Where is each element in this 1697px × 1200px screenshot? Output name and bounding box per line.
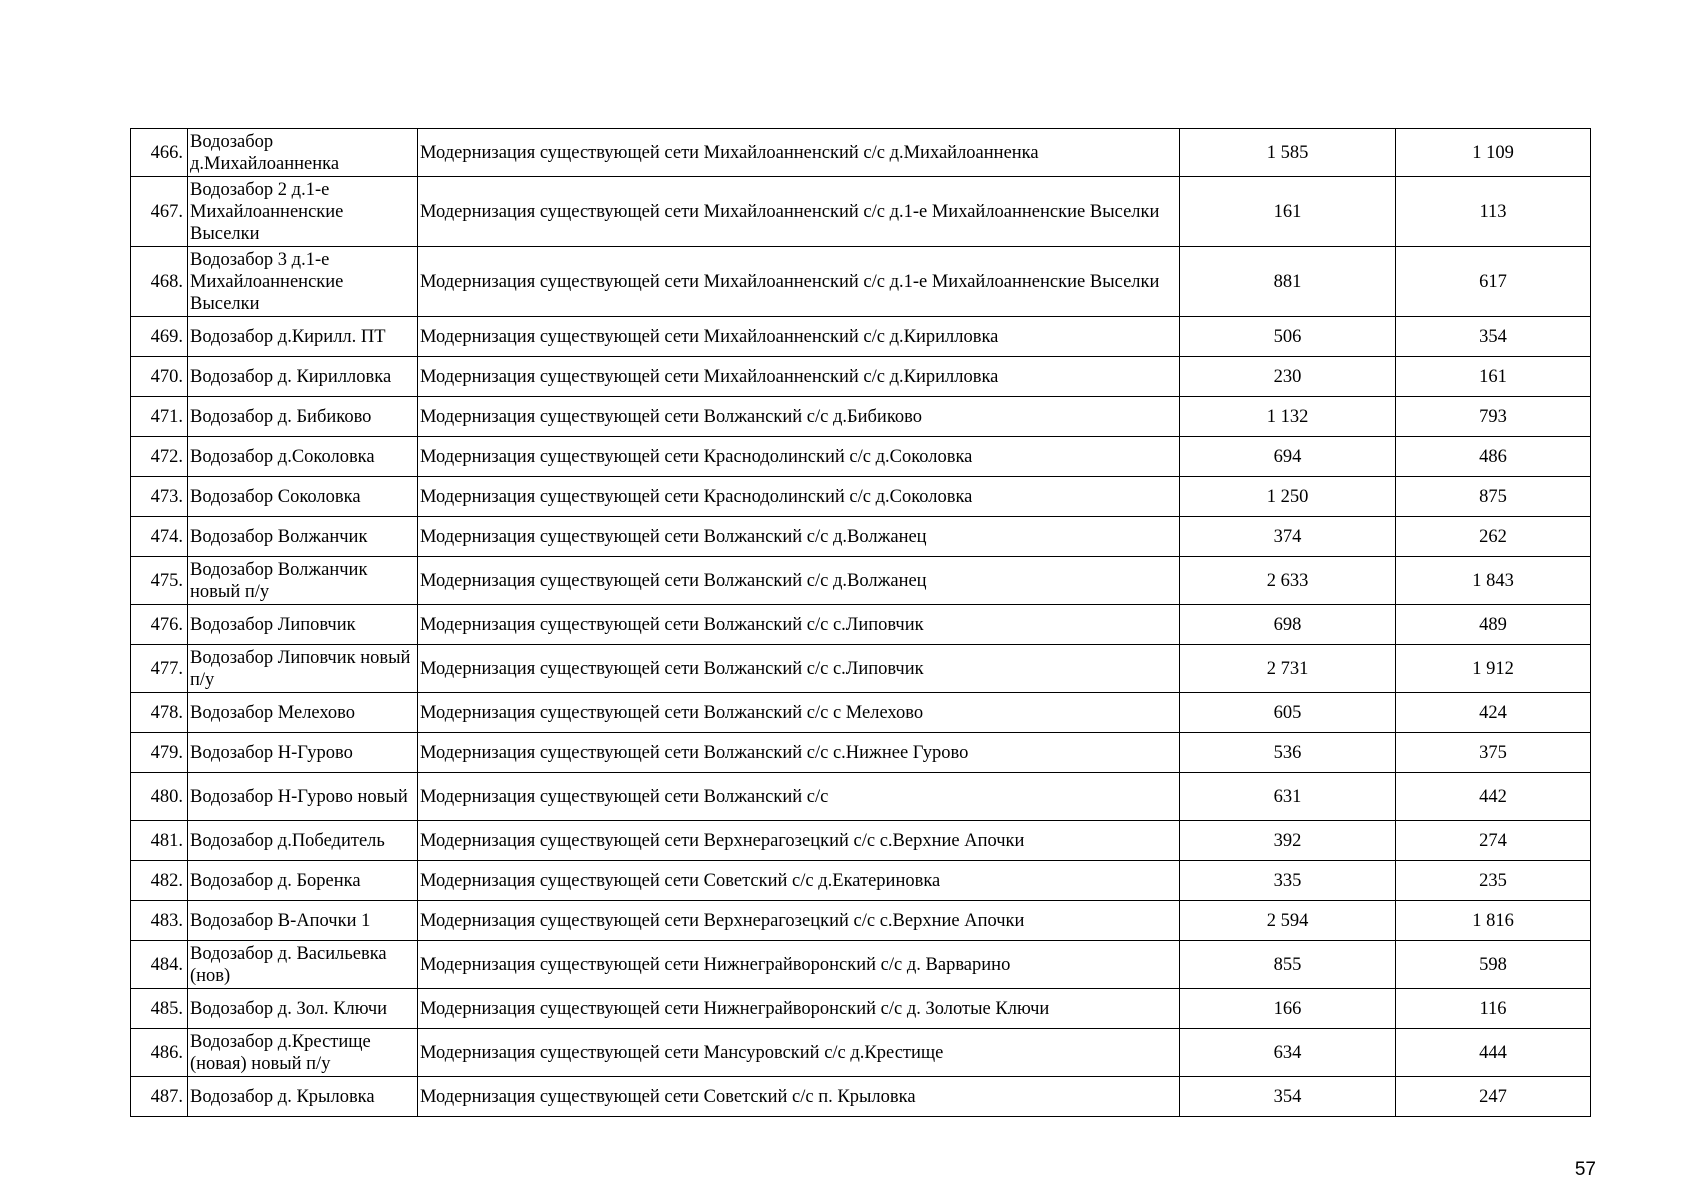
work-description-cell: Модернизация существующей сети Краснодолинский с/с д.Соколовка bbox=[418, 437, 1180, 477]
value-1-cell: 354 bbox=[1180, 1077, 1396, 1117]
value-2-cell: 598 bbox=[1396, 941, 1591, 989]
table-row bbox=[131, 693, 1591, 733]
work-description-cell: Модернизация существующей сети Михайлоанненский с/с д.Кирилловка bbox=[418, 357, 1180, 397]
work-description-cell: Модернизация существующей сети Советский с/с д.Екатериновка bbox=[418, 861, 1180, 901]
table-row bbox=[131, 861, 1591, 901]
table-row bbox=[131, 605, 1591, 645]
value-2-cell: 262 bbox=[1396, 517, 1591, 557]
value-1-cell: 634 bbox=[1180, 1029, 1396, 1077]
work-description-cell: Модернизация существующей сети Волжанский с/с с.Липовчик bbox=[418, 645, 1180, 693]
row-number-cell: 480. bbox=[131, 773, 188, 821]
object-name-cell: Водозабор Липовчик новый п/у bbox=[188, 645, 418, 693]
object-name-cell: Водозабор д. Кирилловка bbox=[188, 357, 418, 397]
object-name-cell: Водозабор д.Михайлоанненка bbox=[188, 129, 418, 177]
value-2-cell: 116 bbox=[1396, 989, 1591, 1029]
work-description-cell: Модернизация существующей сети Нижнеграйворонский с/с д. Варварино bbox=[418, 941, 1180, 989]
table-row bbox=[131, 357, 1591, 397]
table-row bbox=[131, 129, 1591, 177]
value-2-cell: 1 109 bbox=[1396, 129, 1591, 177]
row-number-cell: 468. bbox=[131, 247, 188, 317]
work-description-cell: Модернизация существующей сети Волжанский с/с с Мелехово bbox=[418, 693, 1180, 733]
object-name-cell: Водозабор Липовчик bbox=[188, 605, 418, 645]
value-1-cell: 536 bbox=[1180, 733, 1396, 773]
row-number-cell: 471. bbox=[131, 397, 188, 437]
row-number-cell: 474. bbox=[131, 517, 188, 557]
work-description-cell: Модернизация существующей сети Волжанский с/с д.Волжанец bbox=[418, 517, 1180, 557]
table-body bbox=[131, 129, 1591, 1117]
row-number-cell: 478. bbox=[131, 693, 188, 733]
work-description-cell: Модернизация существующей сети Волжанский с/с д.Бибиково bbox=[418, 397, 1180, 437]
work-description-cell: Модернизация существующей сети Михайлоанненский с/с д.Кирилловка bbox=[418, 317, 1180, 357]
object-name-cell: Водозабор д. Боренка bbox=[188, 861, 418, 901]
value-2-cell: 875 bbox=[1396, 477, 1591, 517]
value-1-cell: 1 585 bbox=[1180, 129, 1396, 177]
value-1-cell: 881 bbox=[1180, 247, 1396, 317]
table-row bbox=[131, 177, 1591, 247]
value-1-cell: 166 bbox=[1180, 989, 1396, 1029]
work-description-cell: Модернизация существующей сети Волжанский с/с д.Волжанец bbox=[418, 557, 1180, 605]
value-1-cell: 374 bbox=[1180, 517, 1396, 557]
table-row bbox=[131, 557, 1591, 605]
row-number-cell: 470. bbox=[131, 357, 188, 397]
value-2-cell: 1 912 bbox=[1396, 645, 1591, 693]
row-number-cell: 481. bbox=[131, 821, 188, 861]
object-name-cell: Водозабор Волжанчик новый п/у bbox=[188, 557, 418, 605]
row-number-cell: 479. bbox=[131, 733, 188, 773]
object-name-cell: Водозабор д.Победитель bbox=[188, 821, 418, 861]
work-description-cell: Модернизация существующей сети Нижнеграйворонский с/с д. Золотые Ключи bbox=[418, 989, 1180, 1029]
row-number-cell: 477. bbox=[131, 645, 188, 693]
value-1-cell: 2 633 bbox=[1180, 557, 1396, 605]
value-2-cell: 235 bbox=[1396, 861, 1591, 901]
value-2-cell: 161 bbox=[1396, 357, 1591, 397]
object-name-cell: Водозабор Волжанчик bbox=[188, 517, 418, 557]
row-number-cell: 466. bbox=[131, 129, 188, 177]
data-table bbox=[130, 128, 1591, 1117]
value-1-cell: 631 bbox=[1180, 773, 1396, 821]
table-row bbox=[131, 821, 1591, 861]
value-2-cell: 354 bbox=[1396, 317, 1591, 357]
object-name-cell: Водозабор д.Кирилл. ПТ bbox=[188, 317, 418, 357]
object-name-cell: Водозабор 2 д.1-е Михайлоанненские Выселки bbox=[188, 177, 418, 247]
value-2-cell: 486 bbox=[1396, 437, 1591, 477]
page-number: 57 bbox=[1574, 1159, 1596, 1180]
table-row bbox=[131, 1077, 1591, 1117]
row-number-cell: 483. bbox=[131, 901, 188, 941]
work-description-cell: Модернизация существующей сети Верхнерагозецкий с/с с.Верхние Апочки bbox=[418, 901, 1180, 941]
value-1-cell: 694 bbox=[1180, 437, 1396, 477]
table-row bbox=[131, 901, 1591, 941]
value-2-cell: 424 bbox=[1396, 693, 1591, 733]
value-2-cell: 1 816 bbox=[1396, 901, 1591, 941]
table-row bbox=[131, 773, 1591, 821]
value-1-cell: 161 bbox=[1180, 177, 1396, 247]
object-name-cell: Водозабор д.Соколовка bbox=[188, 437, 418, 477]
object-name-cell: Водозабор 3 д.1-е Михайлоанненские Выселки bbox=[188, 247, 418, 317]
work-description-cell: Модернизация существующей сети Михайлоанненский с/с д.Михайлоанненка bbox=[418, 129, 1180, 177]
object-name-cell: Водозабор Н-Гурово bbox=[188, 733, 418, 773]
table-row bbox=[131, 317, 1591, 357]
value-1-cell: 2 731 bbox=[1180, 645, 1396, 693]
row-number-cell: 475. bbox=[131, 557, 188, 605]
value-2-cell: 1 843 bbox=[1396, 557, 1591, 605]
value-2-cell: 375 bbox=[1396, 733, 1591, 773]
work-description-cell: Модернизация существующей сети Мансуровский с/с д.Крестище bbox=[418, 1029, 1180, 1077]
object-name-cell: Водозабор д.Крестище (новая) новый п/у bbox=[188, 1029, 418, 1077]
work-description-cell: Модернизация существующей сети Верхнерагозецкий с/с с.Верхние Апочки bbox=[418, 821, 1180, 861]
value-1-cell: 506 bbox=[1180, 317, 1396, 357]
work-description-cell: Модернизация существующей сети Краснодолинский с/с д.Соколовка bbox=[418, 477, 1180, 517]
work-description-cell: Модернизация существующей сети Михайлоанненский с/с д.1-е Михайлоанненские Выселки bbox=[418, 247, 1180, 317]
value-2-cell: 617 bbox=[1396, 247, 1591, 317]
row-number-cell: 484. bbox=[131, 941, 188, 989]
work-description-cell: Модернизация существующей сети Волжанский с/с с.Нижнее Гурово bbox=[418, 733, 1180, 773]
object-name-cell: Водозабор д. Бибиково bbox=[188, 397, 418, 437]
value-1-cell: 1 132 bbox=[1180, 397, 1396, 437]
value-2-cell: 247 bbox=[1396, 1077, 1591, 1117]
value-1-cell: 855 bbox=[1180, 941, 1396, 989]
object-name-cell: Водозабор Мелехово bbox=[188, 693, 418, 733]
object-name-cell: Водозабор Н-Гурово новый bbox=[188, 773, 418, 821]
object-name-cell: Водозабор д. Васильевка (нов) bbox=[188, 941, 418, 989]
value-2-cell: 489 bbox=[1396, 605, 1591, 645]
row-number-cell: 467. bbox=[131, 177, 188, 247]
row-number-cell: 486. bbox=[131, 1029, 188, 1077]
row-number-cell: 485. bbox=[131, 989, 188, 1029]
table-row bbox=[131, 477, 1591, 517]
value-1-cell: 1 250 bbox=[1180, 477, 1396, 517]
object-name-cell: Водозабор д. Крыловка bbox=[188, 1077, 418, 1117]
table-row bbox=[131, 437, 1591, 477]
table-row bbox=[131, 989, 1591, 1029]
row-number-cell: 472. bbox=[131, 437, 188, 477]
table-row bbox=[131, 517, 1591, 557]
value-2-cell: 442 bbox=[1396, 773, 1591, 821]
value-2-cell: 444 bbox=[1396, 1029, 1591, 1077]
value-2-cell: 274 bbox=[1396, 821, 1591, 861]
table-row bbox=[131, 247, 1591, 317]
object-name-cell: Водозабор д. Зол. Ключи bbox=[188, 989, 418, 1029]
work-description-cell: Модернизация существующей сети Михайлоанненский с/с д.1-е Михайлоанненские Выселки bbox=[418, 177, 1180, 247]
value-1-cell: 2 594 bbox=[1180, 901, 1396, 941]
table-row bbox=[131, 645, 1591, 693]
table-row bbox=[131, 397, 1591, 437]
work-description-cell: Модернизация существующей сети Волжанский с/с bbox=[418, 773, 1180, 821]
value-1-cell: 605 bbox=[1180, 693, 1396, 733]
work-description-cell: Модернизация существующей сети Советский с/с п. Крыловка bbox=[418, 1077, 1180, 1117]
value-1-cell: 230 bbox=[1180, 357, 1396, 397]
row-number-cell: 473. bbox=[131, 477, 188, 517]
row-number-cell: 469. bbox=[131, 317, 188, 357]
value-1-cell: 392 bbox=[1180, 821, 1396, 861]
object-name-cell: Водозабор Соколовка bbox=[188, 477, 418, 517]
row-number-cell: 487. bbox=[131, 1077, 188, 1117]
value-2-cell: 793 bbox=[1396, 397, 1591, 437]
table-row bbox=[131, 941, 1591, 989]
value-1-cell: 698 bbox=[1180, 605, 1396, 645]
table-row bbox=[131, 1029, 1591, 1077]
value-2-cell: 113 bbox=[1396, 177, 1591, 247]
row-number-cell: 482. bbox=[131, 861, 188, 901]
object-name-cell: Водозабор В-Апочки 1 bbox=[188, 901, 418, 941]
row-number-cell: 476. bbox=[131, 605, 188, 645]
table-row bbox=[131, 733, 1591, 773]
work-description-cell: Модернизация существующей сети Волжанский с/с с.Липовчик bbox=[418, 605, 1180, 645]
value-1-cell: 335 bbox=[1180, 861, 1396, 901]
